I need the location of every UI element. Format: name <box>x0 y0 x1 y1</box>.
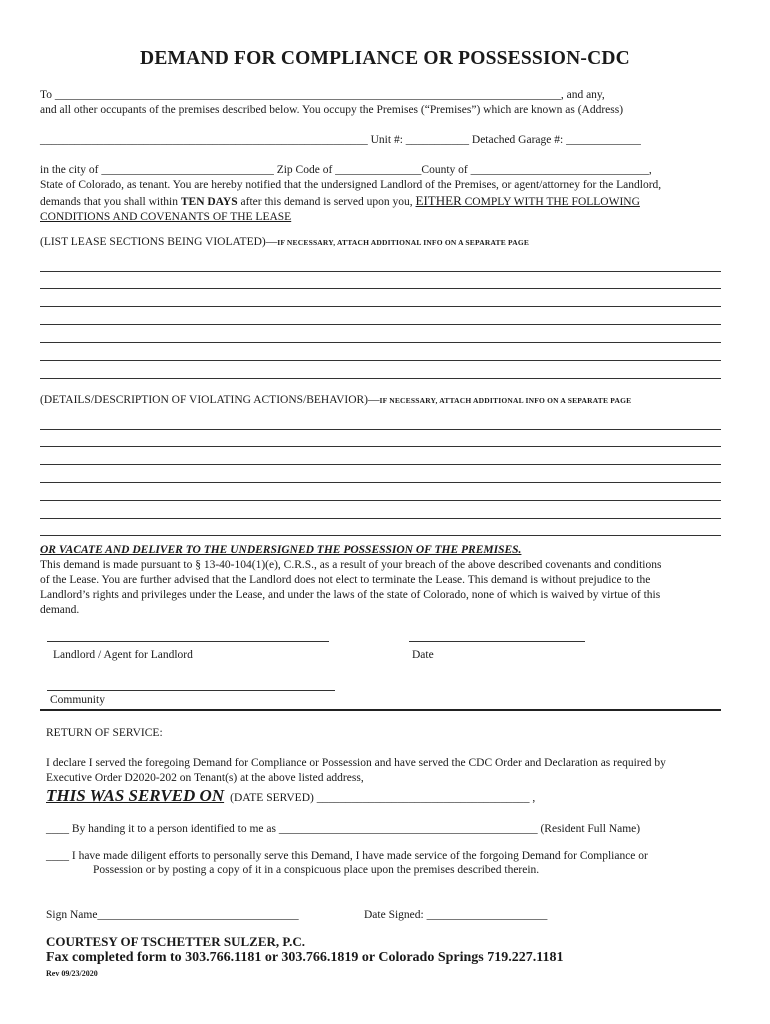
notice-line: State of Colorado, as tenant. You are hereby notified that the undersigned Landlord of the Premises, or agent/attorney for the Landlord, <box>40 179 662 191</box>
pursuant-line-2: of the Lease. You are further advised that the Landlord does not elect to terminate the Lease. This demand is without prejudice to the <box>40 574 651 586</box>
details-line-7[interactable] <box>40 535 721 536</box>
revision-date: Rev 09/23/2020 <box>46 969 98 978</box>
city-zip-county-line[interactable]: in the city of ______________________________ Zip Code of _______________County of _______________________________, <box>40 164 652 176</box>
served-on-text: THIS WAS SERVED ON <box>46 786 225 805</box>
section-divider <box>40 709 721 711</box>
served-on-row <box>46 786 535 806</box>
date-signature-line[interactable] <box>409 641 585 642</box>
option-diligent[interactable]: ____ I have made diligent efforts to personally serve this Demand, I have made service of the forgoing Demand for Compliance or <box>46 850 648 862</box>
details-line-6[interactable] <box>40 518 721 519</box>
details-line-4[interactable] <box>40 482 721 483</box>
pursuant-line-1: This demand is made pursuant to § 13-40-104(1)(e), C.R.S., as a result of your breach of the above described covenants and conditions <box>40 559 662 571</box>
violated-label: (LIST LEASE SECTIONS BEING VIOLATED)— <box>40 236 278 248</box>
violated-line-2[interactable] <box>40 288 721 289</box>
date-served-field[interactable]: (DATE SERVED) _____________________________________ , <box>230 792 536 804</box>
violated-line-1[interactable] <box>40 271 721 272</box>
pursuant-line-4: demand. <box>40 604 80 616</box>
option-diligent-cont: Possession or by posting a copy of it in a conspicuous place upon the premises described therein. <box>93 864 540 876</box>
occupants-line: and all other occupants of the premises described below. You occupy the Premises (“Premises”) which are known as (Address) <box>40 104 624 116</box>
violated-sections-label <box>40 235 529 250</box>
to-line[interactable]: To ________________________________________________________________________________________, and any, <box>40 89 605 101</box>
conditions-line: CONDITIONS AND COVENANTS OF THE LEASE <box>40 211 292 223</box>
fax-instructions: Fax completed form to 303.766.1181 or 303.766.1819 or Colorado Springs 719.227.1181 <box>46 950 564 965</box>
either-text: EITHER <box>415 193 462 208</box>
declare-line-2: Executive Order D2020-202 on Tenant(s) at the above listed address, <box>46 772 364 784</box>
pursuant-line-3: Landlord’s rights and privileges under the Lease, and under the laws of the state of Colorado, none of which is waived by virtue of this <box>40 589 661 601</box>
demand-text-mid: after this demand is served upon you, <box>237 196 416 208</box>
ten-days-text: TEN DAYS <box>180 196 238 208</box>
comply-text: COMPLY WITH THE FOLLOWING <box>461 196 640 208</box>
option-handed[interactable]: ____ By handing it to a person identified to me as _____________________________________________ (Resident Full Name) <box>46 823 641 835</box>
vacate-heading: OR VACATE AND DELIVER TO THE UNDERSIGNED THE POSSESSION OF THE PREMISES. <box>40 544 522 556</box>
violated-line-7[interactable] <box>40 378 721 379</box>
landlord-signature-line[interactable] <box>47 641 329 642</box>
violated-line-4[interactable] <box>40 324 721 325</box>
details-line-1[interactable] <box>40 429 721 430</box>
details-label-row <box>40 393 631 408</box>
violated-line-6[interactable] <box>40 360 721 361</box>
declare-line-1: I declare I served the foregoing Demand for Compliance or Possession and have served the CDC Order and Declaration as required by <box>46 757 666 769</box>
details-line-3[interactable] <box>40 464 721 465</box>
violated-note: IF NECESSARY, ATTACH ADDITIONAL INFO ON A SEPARATE PAGE <box>277 238 530 247</box>
violated-line-3[interactable] <box>40 306 721 307</box>
courtesy-text: COURTESY OF TSCHETTER SULZER, P.C. <box>46 934 306 949</box>
details-label: (DETAILS/DESCRIPTION OF VIOLATING ACTIONS/BEHAVIOR)— <box>40 394 380 406</box>
return-of-service-heading: RETURN OF SERVICE: <box>46 727 163 739</box>
document-title: DEMAND FOR COMPLIANCE OR POSSESSION-CDC <box>140 48 630 69</box>
date-signed-field[interactable]: Date Signed: _____________________ <box>364 909 548 921</box>
community-signature-line[interactable] <box>47 690 335 691</box>
landlord-label: Landlord / Agent for Landlord <box>53 649 193 661</box>
address-line[interactable]: _________________________________________________________ Unit #: ___________ Detached Garage #: _____________ <box>40 134 641 146</box>
demand-text-pre: demands that you shall within <box>40 196 181 208</box>
date-label: Date <box>412 649 434 661</box>
sign-name-field[interactable]: Sign Name___________________________________ <box>46 909 299 921</box>
details-line-5[interactable] <box>40 500 721 501</box>
details-line-2[interactable] <box>40 446 721 447</box>
demand-line <box>40 194 640 209</box>
community-label: Community <box>50 694 105 706</box>
details-note: IF NECESSARY, ATTACH ADDITIONAL INFO ON A SEPARATE PAGE <box>379 396 632 405</box>
violated-line-5[interactable] <box>40 342 721 343</box>
